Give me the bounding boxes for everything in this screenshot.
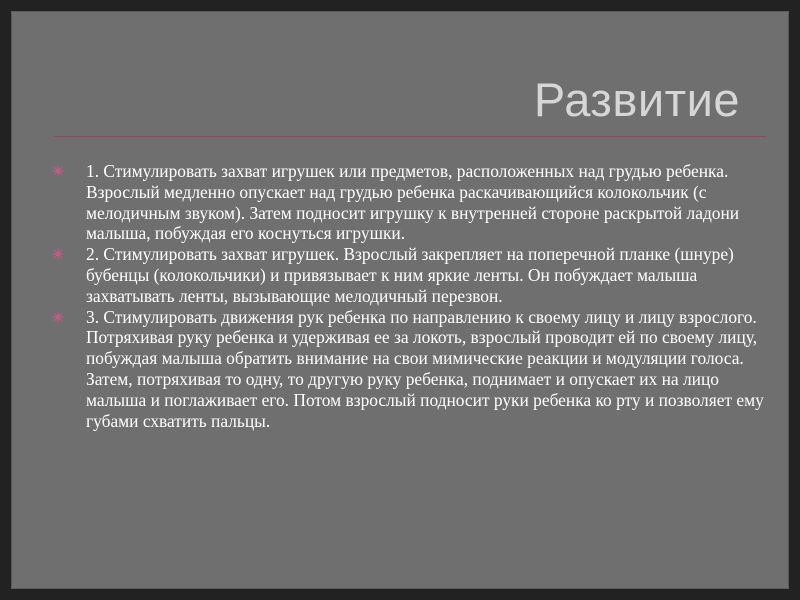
slide — [12, 12, 788, 588]
bullet-list — [52, 161, 772, 431]
list-item-text: 3. Стимулировать движения рук ребенка по направлению к своему лицу и лицу взрослого. Потряхивая руку ребенка и удерживая ее за локоть, взрослый проводит ей по своему лицу, побуждая малыша обратить внимание на свои мимические реакции и модуляции голоса. Затем, потряхивая то одну, то другую руку ребенка, поднимает и опускает их на лицо малыша и поглаживает его. Потом взрослый подносит руки ребенка ко рту и позволяет ему губами схватить пальцы. — [86, 306, 764, 431]
flower-bullet-icon — [52, 248, 64, 260]
list-item-text: 1. Стимулировать захват игрушек или предметов, расположенных над грудью ребенка. Взрослый медленно опускает над грудью ребенка раскачивающийся колокольчик (с мелодичным звуком). Затем подносит игрушку к внутренней стороне раскрытой ладони малыша, побуждая его коснуться игрушки. — [86, 161, 740, 244]
list-item — [52, 161, 772, 244]
list-item-text: 2. Стимулировать захват игрушек. Взрослый закрепляет на поперечной планке (шнуре) бубенцы (колокольчики) и привязывает к ним яркие ленты. Он побуждает малыша захватывать ленты, вызывающие мелодичный перезвон. — [86, 244, 734, 306]
flower-bullet-icon — [52, 311, 64, 323]
list-item — [52, 307, 772, 432]
flower-bullet-icon — [52, 165, 64, 177]
list-item — [52, 244, 772, 306]
slide-title: Развитие — [533, 73, 740, 126]
title-divider — [54, 136, 766, 137]
